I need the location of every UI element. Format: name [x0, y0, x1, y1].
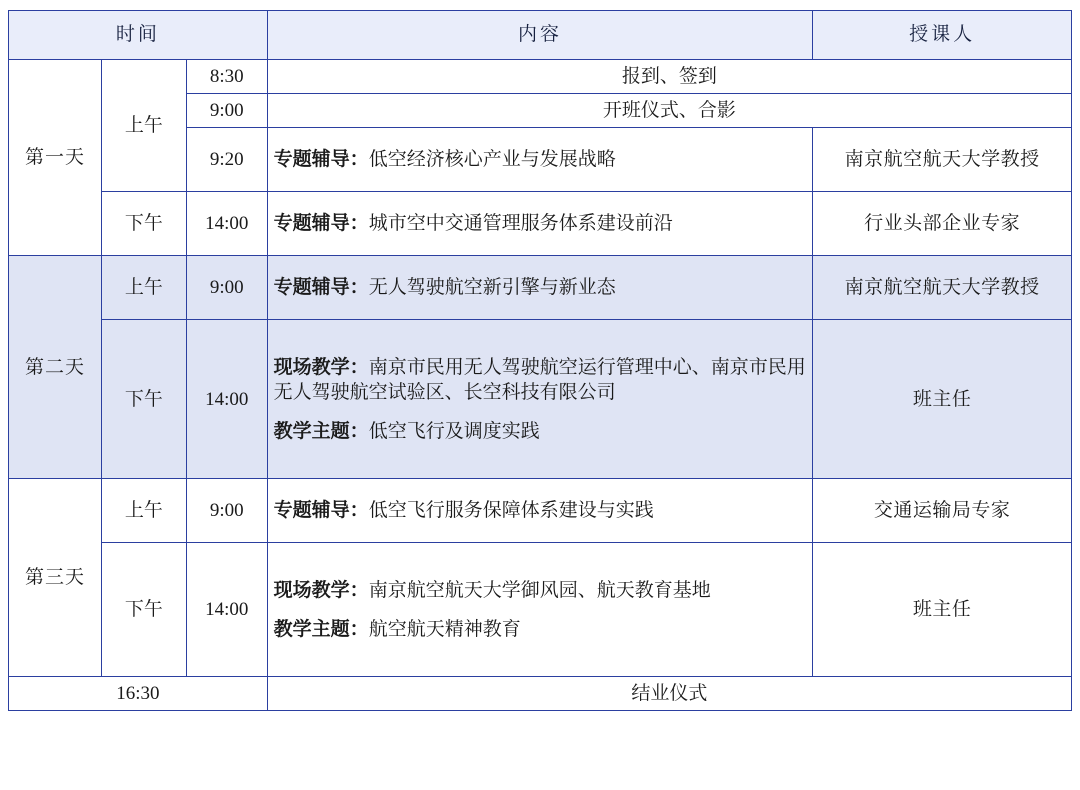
- content-label: 专题辅导：: [273, 213, 369, 235]
- content-paragraph: [274, 355, 807, 405]
- table-row: [9, 192, 1072, 256]
- table-row: [9, 543, 1072, 677]
- content-text: 开班仪式、合影: [267, 94, 1071, 128]
- day-label: 第一天: [9, 60, 102, 256]
- half-label: 下午: [101, 543, 186, 677]
- content-cell: [267, 479, 813, 543]
- half-label: 下午: [101, 192, 186, 256]
- content-label: 现场教学：: [273, 356, 369, 378]
- content-cell: [267, 256, 813, 320]
- content-text-2: 航空航天精神教育: [368, 618, 521, 640]
- content-cell: [267, 543, 813, 677]
- content-paragraph-2: [274, 617, 807, 642]
- content-text: 低空飞行服务保障体系建设与实践: [368, 500, 654, 522]
- content-label-2: 教学主题：: [273, 420, 369, 442]
- time-value: 9:00: [186, 94, 267, 128]
- half-label: 下午: [101, 320, 186, 479]
- time-value: 9:00: [186, 256, 267, 320]
- table-row: [9, 479, 1072, 543]
- half-label: 上午: [101, 479, 186, 543]
- table-row: [9, 320, 1072, 479]
- table-body: [9, 60, 1072, 711]
- table-row: [9, 60, 1072, 94]
- person-value: 南京航空航天大学教授: [813, 256, 1072, 320]
- table-row: [9, 256, 1072, 320]
- content-text: 报到、签到: [267, 60, 1071, 94]
- time-value: 9:20: [186, 128, 267, 192]
- day-label: 第三天: [9, 479, 102, 677]
- person-value: 班主任: [813, 320, 1072, 479]
- content-text: 无人驾驶航空新引擎与新业态: [368, 277, 616, 299]
- time-value: 14:00: [186, 192, 267, 256]
- person-value: 南京航空航天大学教授: [813, 128, 1072, 192]
- header-time: 时间: [9, 11, 268, 60]
- day-label: 第二天: [9, 256, 102, 479]
- person-value: 交通运输局专家: [813, 479, 1072, 543]
- content-text: 南京市民用无人驾驶航空运行管理中心、南京市民用无人驾驶航空试验区、长空科技有限公司: [273, 356, 806, 403]
- content-text-2: 低空飞行及调度实践: [368, 420, 540, 442]
- table-head: [9, 11, 1072, 60]
- half-label: 上午: [101, 256, 186, 320]
- time-value: 8:30: [186, 60, 267, 94]
- content-label: 专题辅导：: [273, 500, 369, 522]
- content-text: 结业仪式: [267, 677, 1071, 711]
- half-label: 上午: [101, 60, 186, 192]
- content-paragraph-2: [274, 419, 807, 444]
- time-value: 16:30: [9, 677, 268, 711]
- header-content: 内容: [267, 11, 813, 60]
- time-value: 14:00: [186, 543, 267, 677]
- content-text: 城市空中交通管理服务体系建设前沿: [368, 213, 673, 235]
- schedule-table: [8, 10, 1072, 711]
- content-text: 南京航空航天大学御风园、航天教育基地: [368, 579, 711, 601]
- content-text: 低空经济核心产业与发展战略: [368, 149, 616, 171]
- content-cell: [267, 320, 813, 479]
- content-label: 现场教学：: [273, 579, 369, 601]
- content-label: 专题辅导：: [273, 149, 369, 171]
- content-label: 专题辅导：: [273, 277, 369, 299]
- content-paragraph: [274, 578, 807, 603]
- time-value: 14:00: [186, 320, 267, 479]
- content-cell: [267, 192, 813, 256]
- person-value: 行业头部企业专家: [813, 192, 1072, 256]
- header-person: 授课人: [813, 11, 1072, 60]
- person-value: 班主任: [813, 543, 1072, 677]
- header-row: [9, 11, 1072, 60]
- content-cell: [267, 128, 813, 192]
- content-label-2: 教学主题：: [273, 618, 369, 640]
- time-value: 9:00: [186, 479, 267, 543]
- table-row-closing: [9, 677, 1072, 711]
